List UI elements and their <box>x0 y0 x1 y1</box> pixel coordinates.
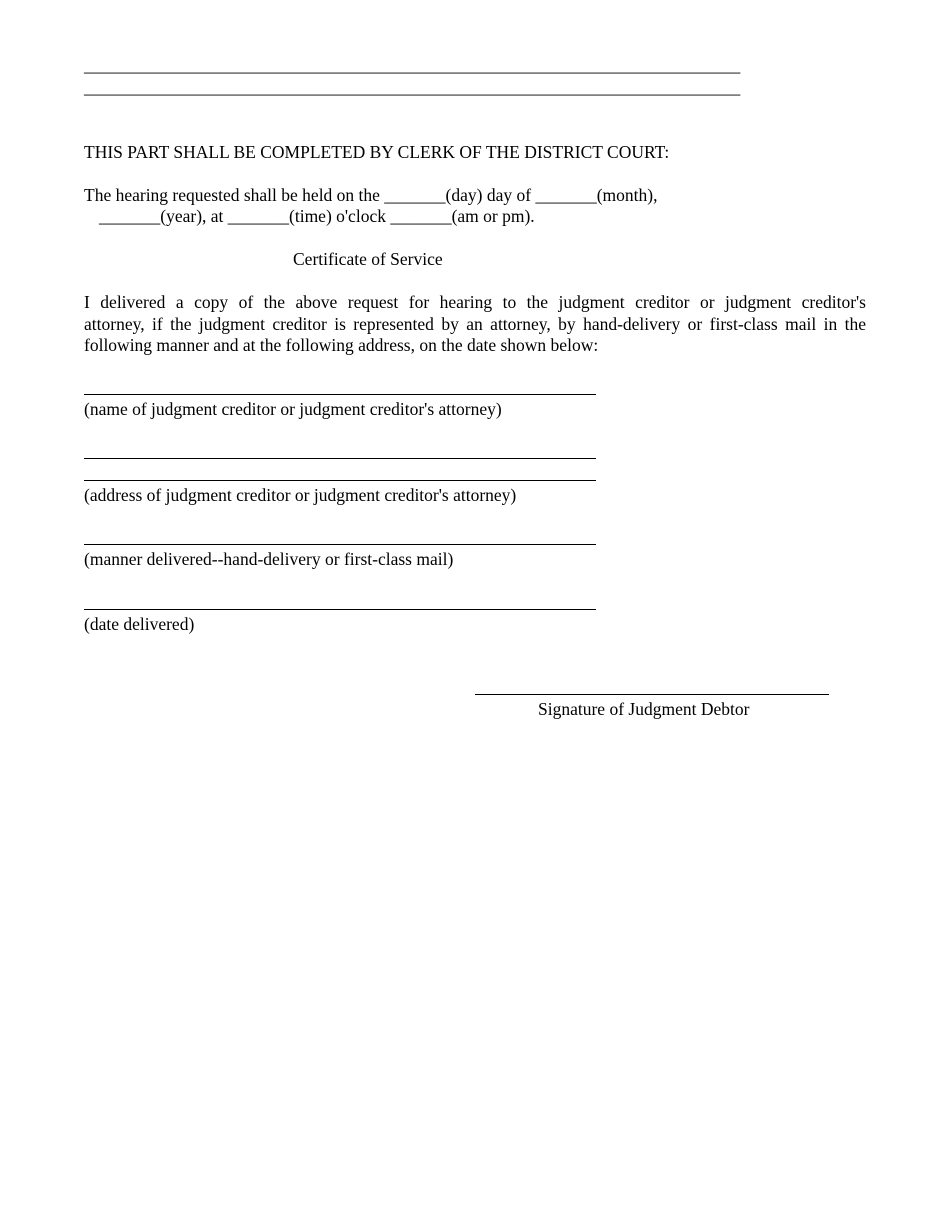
date-blank-line <box>84 609 596 610</box>
clerk-section-heading: THIS PART SHALL BE COMPLETED BY CLERK OF THE DISTRICT COURT: <box>84 142 670 162</box>
certificate-body-line-3: following manner and at the following address, on the date shown below: <box>84 335 599 355</box>
top-blank-line-2: ___________________________________________________________________________ <box>84 77 741 97</box>
signature-blank-line <box>475 694 829 695</box>
name-field-label: (name of judgment creditor or judgment creditor's attorney) <box>84 399 502 419</box>
manner-field-label: (manner delivered--hand-delivery or first-class mail) <box>84 549 454 569</box>
address-blank-line-2 <box>84 480 596 481</box>
manner-blank-line <box>84 544 596 545</box>
hearing-date-line-2: _______(year), at _______(time) o'clock _______(am or pm). <box>99 206 535 226</box>
date-field-label: (date delivered) <box>84 614 195 634</box>
certificate-title: Certificate of Service <box>293 249 443 269</box>
signature-label: Signature of Judgment Debtor <box>538 699 750 719</box>
name-blank-line <box>84 394 596 395</box>
certificate-body-line-1: I delivered a copy of the above request for hearing to the judgment creditor or judgment creditor's <box>84 292 866 312</box>
address-field-label: (address of judgment creditor or judgment creditor's attorney) <box>84 485 517 505</box>
address-blank-line-1 <box>84 458 596 459</box>
top-blank-line-1: ___________________________________________________________________________ <box>84 55 741 75</box>
certificate-body-line-2: attorney, if the judgment creditor is represented by an attorney, by hand-delivery or first-class mail in the <box>84 314 866 334</box>
hearing-date-line-1: The hearing requested shall be held on the _______(day) day of _______(month), <box>84 185 658 205</box>
